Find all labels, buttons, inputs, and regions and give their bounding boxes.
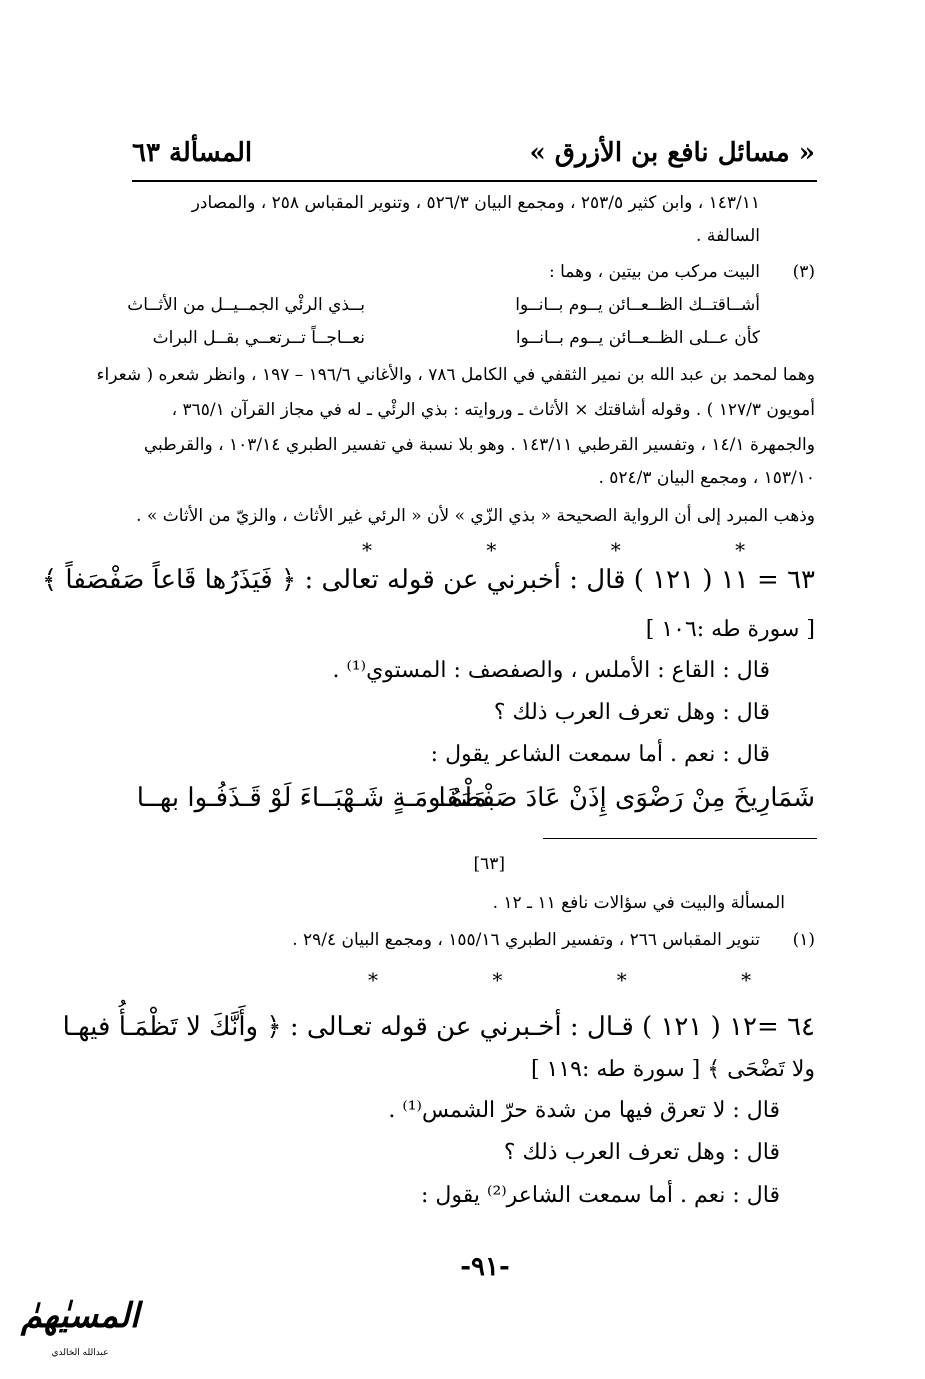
question-heading: ٦٣ = ١١ ( ١٢١ ) قال : أخبرني عن قوله تعالى : ﴿ فَيَذَرُها قَاعاً صَفْصَفاً ﴾	[41, 565, 815, 595]
footnote-line: وهما لمحمد بن عبد الله بن نمير الثقفي في الكامل ٧٨٦ ، والأغاني ١٩٦/٦ – ١٩٧ ، وانظر شعره ( شعراء	[96, 365, 815, 385]
verse-hemistich: أشــاقتــك الظــعــائن يــوم بــانــوا	[515, 295, 760, 315]
verse-hemistich: نعــاجــاً تــرتعــي بقــل البراث	[152, 328, 365, 348]
footnote-rule	[543, 838, 817, 839]
verse-hemistich: بــذي الرئْي الجمــيــل من الأثــاث	[127, 295, 365, 315]
header-rule	[132, 180, 817, 182]
answer-line: قال : وهل تعرف العرب ذلك ؟	[493, 700, 770, 725]
footnote-line: والجمهرة ١٤/١ ، وتفسير القرطبي ١٤٣/١١ . وهو بلا نسبة في تفسير الطبري ١٠٣/١٤ ، والقرطبي	[143, 435, 815, 455]
book-title: « مسائل نافع بن الأزرق »	[529, 138, 815, 168]
section-separator: * * * *	[368, 968, 806, 992]
logo-text: المسيٰهمٰ	[20, 1296, 140, 1336]
footnote-line: المسألة والبيت في سؤالات نافع ١١ ـ ١٢ .	[492, 893, 785, 913]
answer-line: قال : القاع : الأملس ، والصفصف : المستوي⁽¹⁾ .	[332, 658, 770, 683]
question-heading-cont: ولا تَضْحَى ﴾ [ سورة طه :١١٩ ]	[530, 1057, 815, 1082]
note-label: [٦٣]	[473, 854, 505, 874]
answer-line: قال : نعم . أما سمعت الشاعر⁽²⁾ يقول :	[421, 1183, 780, 1208]
verse-hemistich: شَمَارِيخَ مِنْ رَضْوَى إِذَنْ عَادَ صَفْصَفَا	[438, 783, 815, 813]
page-number: -٩١-	[460, 1252, 510, 1282]
footnote-line: أمويون ١٢٧/٣ ) . وقوله أشاقتك × الأثاث ـ وروايته : بذي الرئْي ـ له في مجاز القرآن ٣٦٥/١ ،	[171, 400, 815, 420]
footnote-line: السالفة .	[696, 226, 760, 246]
verse-hemistich: بمَلْمُـومَـةٍ شَـهْبَــاءَ لَوْ قَـذَفُـوا بهــا	[136, 783, 495, 813]
footnote-line: تنوير المقباس ٢٦٦ ، وتفسير الطبري ١٥٥/١٦ ، ومجمع البيان ٢٩/٤ .	[292, 930, 760, 950]
question-heading: ٦٤ =١٢ ( ١٢١ ) قـال : أخـبرني عن قوله تعـالى : ﴿ وأَنَّكَ لا تَظْمَـأُ فيهـا	[62, 1012, 815, 1042]
footnote-line: وذهب المبرد إلى أن الرواية الصحيحة « بذي الزّي » لأن « الرئي غير الأثاث ، والزيّ من الأثاث » .	[136, 506, 815, 526]
logo-subtext: عبدالله الخالدي	[51, 1348, 109, 1358]
answer-line: قال : لا تعرق فيها من شدة حرّ الشمس⁽¹⁾ .	[388, 1098, 780, 1123]
surah-reference: [ سورة طه :١٠٦ ]	[645, 617, 815, 642]
answer-line: قال : نعم . أما سمعت الشاعر يقول :	[430, 742, 770, 767]
verse-hemistich: كأن عــلى الظــعــائن يــوم بــانــوا	[515, 328, 760, 348]
publisher-logo	[10, 1290, 148, 1370]
footnote-line: ١٥٣/١٠ ، ومجمع البيان ٥٢٤/٣ .	[598, 468, 815, 488]
section-separator: * * * *	[362, 538, 800, 562]
footnote-line: البيت مركب من بيتين ، وهما :	[548, 262, 760, 282]
footnote-line: ١٤٣/١١ ، وابن كثير ٢٥٣/٥ ، ومجمع البيان ٥٢٦/٣ ، وتنوير المقباس ٢٥٨ ، والمصادر	[191, 193, 760, 213]
footnote-number: (٣)	[792, 262, 815, 282]
footnote-number: (١)	[792, 930, 815, 950]
section-label: المسألة ٦٣	[132, 138, 253, 168]
answer-line: قال : وهل تعرف العرب ذلك ؟	[503, 1140, 780, 1165]
